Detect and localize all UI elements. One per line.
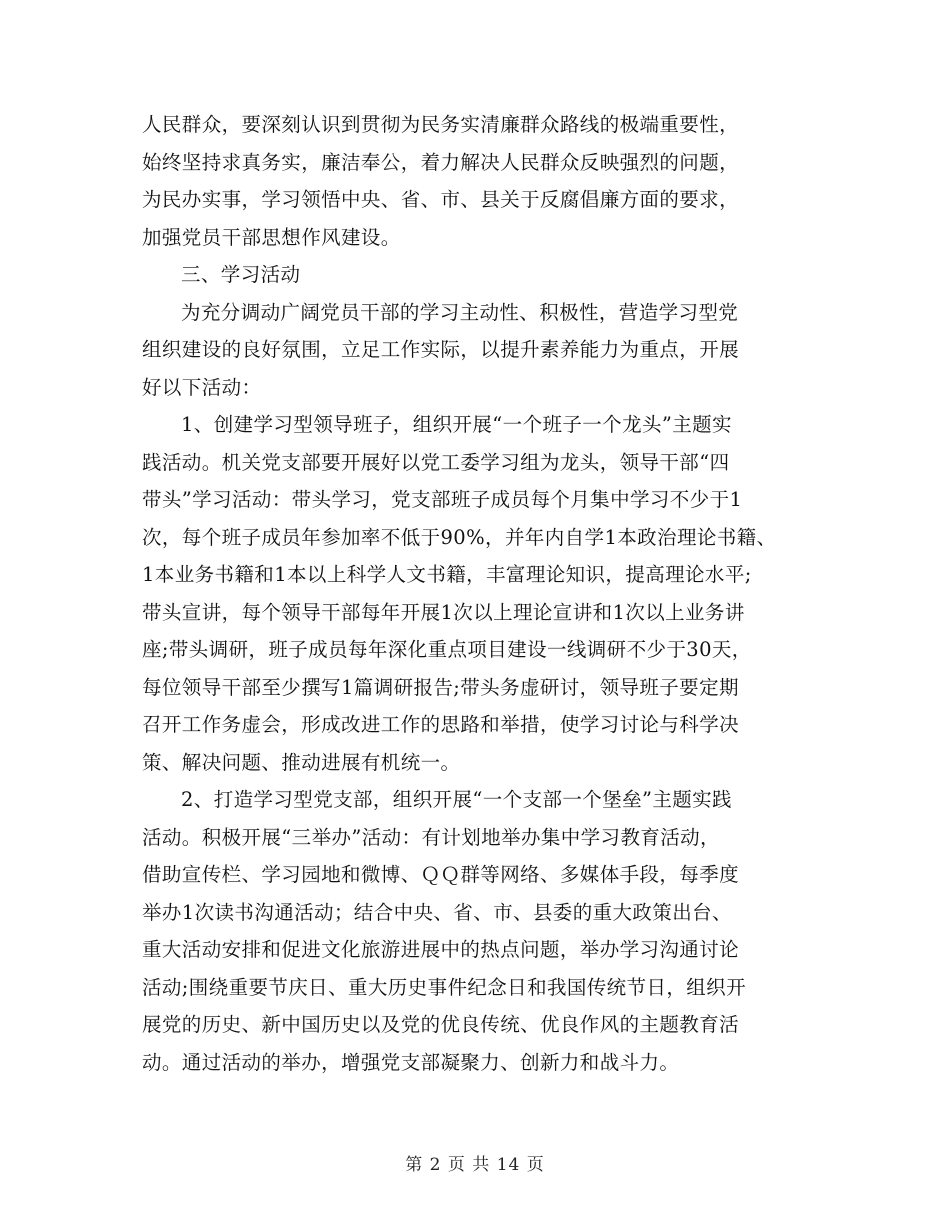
text-line: 活动。积极开展“三举办”活动：有计划地举办集中学习教育活动， (142, 825, 720, 849)
document-body (142, 106, 822, 1081)
text-line: 带头宣讲，每个领导干部每年开展1次以上理论宣讲和1次以上业务讲 (142, 600, 745, 624)
text-line: 加强党员干部思想作风建设。 (142, 225, 401, 249)
text-line: 2、打造学习型党支部，组织开展“一个支部一个堡垒”主题实践 (181, 788, 732, 811)
text-line: 为充分调动广阔党员干部的学习主动性、积极性，营造学习型党 (181, 300, 739, 324)
text-line: 践活动。机关党支部要开展好以党工委学习组为龙头，领导干部“四 (142, 450, 730, 474)
text-line: 好以下活动： (142, 375, 262, 399)
text-line: 1本业务书籍和1本以上科学人文书籍，丰富理论知识，提高理论水平; (142, 563, 752, 586)
text-line: 为民办实事，学习领悟中央、省、市、县关于反腐倡廉方面的要求， (142, 188, 740, 211)
text-line: 带头”学习活动：带头学习，党支部班子成员每个月集中学习不少于1 (142, 488, 743, 511)
section-heading: 三、学习活动 (181, 263, 301, 286)
text-line: 组织建设的良好氛围，立足工作实际，以提升素养能力为重点，开展 (142, 338, 740, 361)
text-line: 始终坚持求真务实，廉洁奉公，着力解决人民群众反映强烈的问题， (142, 150, 740, 174)
text-line: 动。通过活动的举办，增强党支部凝聚力、创新力和战斗力。 (142, 1050, 680, 1074)
text-line: 活动;围绕重要节庆日、重大历史事件纪念日和我国传统节日，组织开 (142, 975, 746, 999)
text-line: 展党的历史、新中国历史以及党的优良传统、优良作风的主题教育活 (142, 1013, 740, 1036)
text-line: 1、创建学习型领导班子，组织开展“一个班子一个龙头”主题实 (181, 413, 732, 436)
text-line: 借助宣传栏、学习园地和微博、ＱＱ群等网络、多媒体手段，每季度 (142, 863, 740, 886)
text-line: 座;带头调研，班子成员每年深化重点项目建设一线调研不少于30天， (142, 638, 752, 661)
text-line: 召开工作务虚会，形成改进工作的思路和举措，使学习讨论与科学决 (142, 713, 740, 736)
text-line: 举办1次读书沟通活动；结合中央、省、市、县委的重大政策出台、 (142, 900, 732, 924)
text-line: 重大活动安排和促进文化旅游进展中的热点问题，举办学习沟通讨论 (142, 938, 740, 961)
text-line: 人民群众，要深刻认识到贯彻为民务实清廉群众路线的极端重要性， (142, 113, 740, 136)
text-line: 每位领导干部至少撰写1篇调研报告;带头务虚研讨，领导班子要定期 (142, 675, 739, 699)
text-line: 策、解决问题、推动进展有机统一。 (142, 750, 461, 774)
text-line: 次，每个班子成员年参加率不低于90%，并年内自学1本政治理论书籍、 (142, 525, 777, 549)
page-number-footer: 第 2 页 共 14 页 (405, 1155, 545, 1175)
